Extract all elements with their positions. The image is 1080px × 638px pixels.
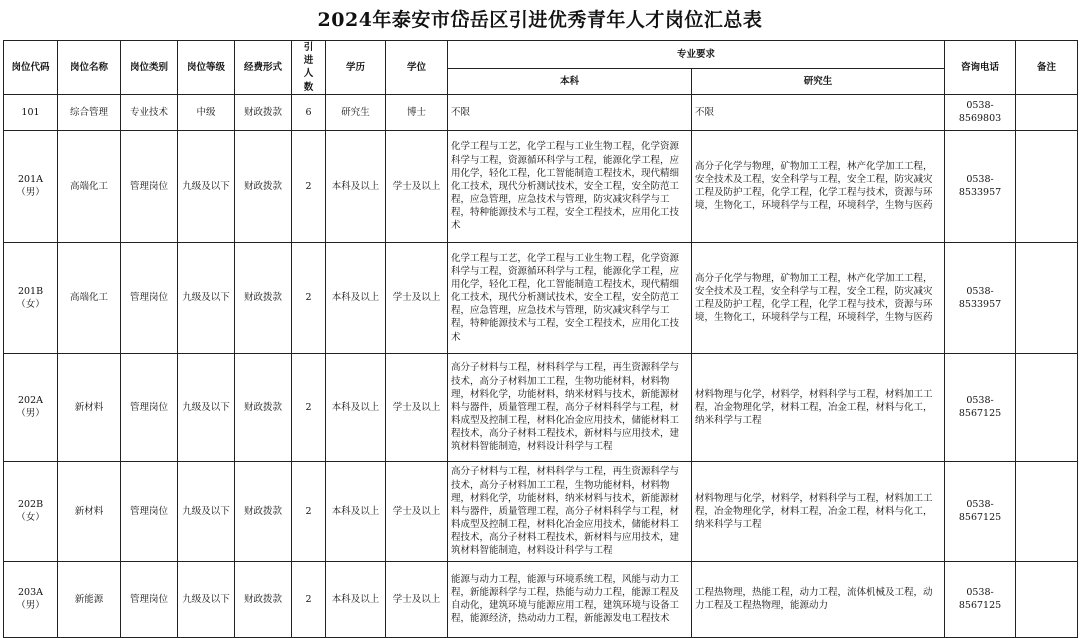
cell-education: 本科及以上 bbox=[326, 242, 386, 353]
cell-funding: 财政拨款 bbox=[235, 461, 292, 561]
header-level: 岗位等级 bbox=[178, 41, 235, 95]
cell-remarks bbox=[1016, 130, 1078, 242]
cell-phone: 0538-8533957 bbox=[945, 242, 1016, 353]
table-row bbox=[4, 461, 1078, 561]
cell-remarks bbox=[1016, 242, 1078, 353]
cell-degree: 博士 bbox=[386, 94, 448, 130]
cell-graduate-majors: 工程热物理，热能工程，动力工程，流体机械及工程，动力工程及工程热物理，能源动力 bbox=[692, 561, 945, 637]
cell-category: 管理岗位 bbox=[121, 561, 178, 637]
cell-funding: 财政拨款 bbox=[235, 353, 292, 461]
table-row bbox=[4, 353, 1078, 461]
header-category: 岗位类别 bbox=[121, 41, 178, 95]
page-title: 2024年泰安市岱岳区引进优秀青年人才岗位汇总表 bbox=[317, 9, 763, 31]
cell-name: 新材料 bbox=[58, 353, 121, 461]
cell-phone: 0538-8567125 bbox=[945, 353, 1016, 461]
cell-degree: 学士及以上 bbox=[386, 130, 448, 242]
cell-funding: 财政拨款 bbox=[235, 94, 292, 130]
header-education: 学历 bbox=[326, 41, 386, 95]
cell-graduate-majors: 不限 bbox=[692, 94, 945, 130]
positions-table bbox=[3, 40, 1078, 638]
cell-graduate-majors: 高分子化学与物理，矿物加工工程，林产化学加工工程，安全技术及工程，安全科学与工程，安全工程，防灾减灾工程及防护工程，化学工程，化学工程与技术，资源与环境，生物化工，环境科学与工程，环境科学，生物与医药 bbox=[692, 130, 945, 242]
cell-name: 高端化工 bbox=[58, 130, 121, 242]
cell-count: 2 bbox=[292, 561, 326, 637]
cell-category: 管理岗位 bbox=[121, 130, 178, 242]
table-row bbox=[4, 561, 1078, 637]
cell-level: 九级及以下 bbox=[178, 561, 235, 637]
cell-count: 2 bbox=[292, 130, 326, 242]
cell-level: 九级及以下 bbox=[178, 461, 235, 561]
cell-remarks bbox=[1016, 94, 1078, 130]
cell-education: 本科及以上 bbox=[326, 353, 386, 461]
cell-count: 2 bbox=[292, 242, 326, 353]
cell-level: 九级及以下 bbox=[178, 242, 235, 353]
cell-level: 中级 bbox=[178, 94, 235, 130]
header-funding: 经费形式 bbox=[235, 41, 292, 95]
cell-count: 6 bbox=[292, 94, 326, 130]
cell-undergrad-majors: 化学工程与工艺，化学工程与工业生物工程，化学资源科学与工程，资源循环科学与工程，能源化学工程，应用化学，轻化工程，化工智能制造工程技术，现代精细化工技术，现代分析测试技术，安全工程，安全防范工程，应急管理，应急技术与管理，防灾减灾科学与工程，特种能源技术与工程，安全工程技术，应用化工技术 bbox=[448, 242, 692, 353]
cell-undergrad-majors: 高分子材料与工程，材料科学与工程，再生资源科学与技术，高分子材料加工工程，生物功能材料，材料物理，材料化学，功能材料，纳米材料与技术，新能源材料与器件，质量管理工程，高分子材料科学与工程，材料成型及控制工程，材料化冶金应用技术，储能材料工程技术，高分子材料工程技术，新材料与应用技术，建筑材料智能制造，材料设计科学与工程 bbox=[448, 353, 692, 461]
cell-level: 九级及以下 bbox=[178, 353, 235, 461]
cell-code: 201A （男） bbox=[4, 130, 58, 242]
cell-name: 新能源 bbox=[58, 561, 121, 637]
cell-count: 2 bbox=[292, 461, 326, 561]
cell-education: 本科及以上 bbox=[326, 461, 386, 561]
cell-education: 研究生 bbox=[326, 94, 386, 130]
cell-level: 九级及以下 bbox=[178, 130, 235, 242]
cell-graduate-majors: 材料物理与化学，材料学，材料科学与工程，材料加工工程，冶金物理化学，材料工程，冶金工程，材料与化工，纳米科学与工程 bbox=[692, 353, 945, 461]
cell-remarks bbox=[1016, 461, 1078, 561]
cell-count: 2 bbox=[292, 353, 326, 461]
cell-funding: 财政拨款 bbox=[235, 130, 292, 242]
cell-undergrad-majors: 高分子材料与工程，材料科学与工程，再生资源科学与技术，高分子材料加工工程，生物功能材料，材料物理，材料化学，功能材料，纳米材料与技术，新能源材料与器件，质量管理工程，高分子材料科学与工程，材料成型及控制工程，材料化冶金应用技术，储能材料工程技术，高分子材料工程技术，新材料与应用技术，建筑材料智能制造，材料设计科学与工程 bbox=[448, 461, 692, 561]
cell-degree: 学士及以上 bbox=[386, 353, 448, 461]
cell-funding: 财政拨款 bbox=[235, 242, 292, 353]
cell-phone: 0538-8533957 bbox=[945, 130, 1016, 242]
cell-undergrad-majors: 能源与动力工程，能源与环境系统工程，风能与动力工程，新能源科学与工程，热能与动力工程，能源工程及自动化，建筑环境与能源应用工程，建筑环境与设备工程，能源经济，热动动力工程，新能源发电工程技术 bbox=[448, 561, 692, 637]
table-row bbox=[4, 130, 1078, 242]
cell-code: 202A （男） bbox=[4, 353, 58, 461]
cell-code: 101 bbox=[4, 94, 58, 130]
table-row bbox=[4, 242, 1078, 353]
table-row bbox=[4, 94, 1078, 130]
cell-funding: 财政拨款 bbox=[235, 561, 292, 637]
header-code: 岗位代码 bbox=[4, 41, 58, 95]
cell-phone: 0538-8569803 bbox=[945, 94, 1016, 130]
cell-code: 202B （女） bbox=[4, 461, 58, 561]
cell-phone: 0538-8567125 bbox=[945, 561, 1016, 637]
cell-graduate-majors: 材料物理与化学，材料学，材料科学与工程，材料加工工程，冶金物理化学，材料工程，冶金工程，材料与化工，纳米科学与工程 bbox=[692, 461, 945, 561]
cell-undergrad-majors: 不限 bbox=[448, 94, 692, 130]
cell-remarks bbox=[1016, 353, 1078, 461]
cell-category: 管理岗位 bbox=[121, 242, 178, 353]
cell-name: 新材料 bbox=[58, 461, 121, 561]
cell-degree: 学士及以上 bbox=[386, 461, 448, 561]
cell-code: 201B （女） bbox=[4, 242, 58, 353]
header-undergrad: 本科 bbox=[448, 68, 692, 94]
cell-category: 管理岗位 bbox=[121, 461, 178, 561]
cell-degree: 学士及以上 bbox=[386, 561, 448, 637]
cell-undergrad-majors: 化学工程与工艺，化学工程与工业生物工程，化学资源科学与工程，资源循环科学与工程，能源化学工程，应用化学，轻化工程，化工智能制造工程技术，现代精细化工技术，现代分析测试技术，安全工程，安全防范工程，应急管理，应急技术与管理，防灾减灾科学与工程，特种能源技术与工程，安全工程技术，应用化工技术 bbox=[448, 130, 692, 242]
cell-education: 本科及以上 bbox=[326, 561, 386, 637]
header-major-requirements: 专业要求 bbox=[448, 41, 945, 69]
cell-category: 管理岗位 bbox=[121, 353, 178, 461]
cell-education: 本科及以上 bbox=[326, 130, 386, 242]
header-phone: 咨询电话 bbox=[945, 41, 1016, 95]
cell-name: 综合管理 bbox=[58, 94, 121, 130]
cell-category: 专业技术 bbox=[121, 94, 178, 130]
cell-remarks bbox=[1016, 561, 1078, 637]
cell-degree: 学士及以上 bbox=[386, 242, 448, 353]
header-name: 岗位名称 bbox=[58, 41, 121, 95]
cell-code: 203A （男） bbox=[4, 561, 58, 637]
header-graduate: 研究生 bbox=[692, 68, 945, 94]
cell-name: 高端化工 bbox=[58, 242, 121, 353]
header-count: 引进人数 bbox=[292, 41, 326, 95]
cell-phone: 0538-8567125 bbox=[945, 461, 1016, 561]
cell-graduate-majors: 高分子化学与物理，矿物加工工程，林产化学加工工程，安全技术及工程，安全科学与工程，安全工程，防灾减灾工程及防护工程，化学工程，化学工程与技术，资源与环境，生物化工，环境科学与工程，环境科学，生物与医药 bbox=[692, 242, 945, 353]
header-remarks: 备注 bbox=[1016, 41, 1078, 95]
header-degree: 学位 bbox=[386, 41, 448, 95]
